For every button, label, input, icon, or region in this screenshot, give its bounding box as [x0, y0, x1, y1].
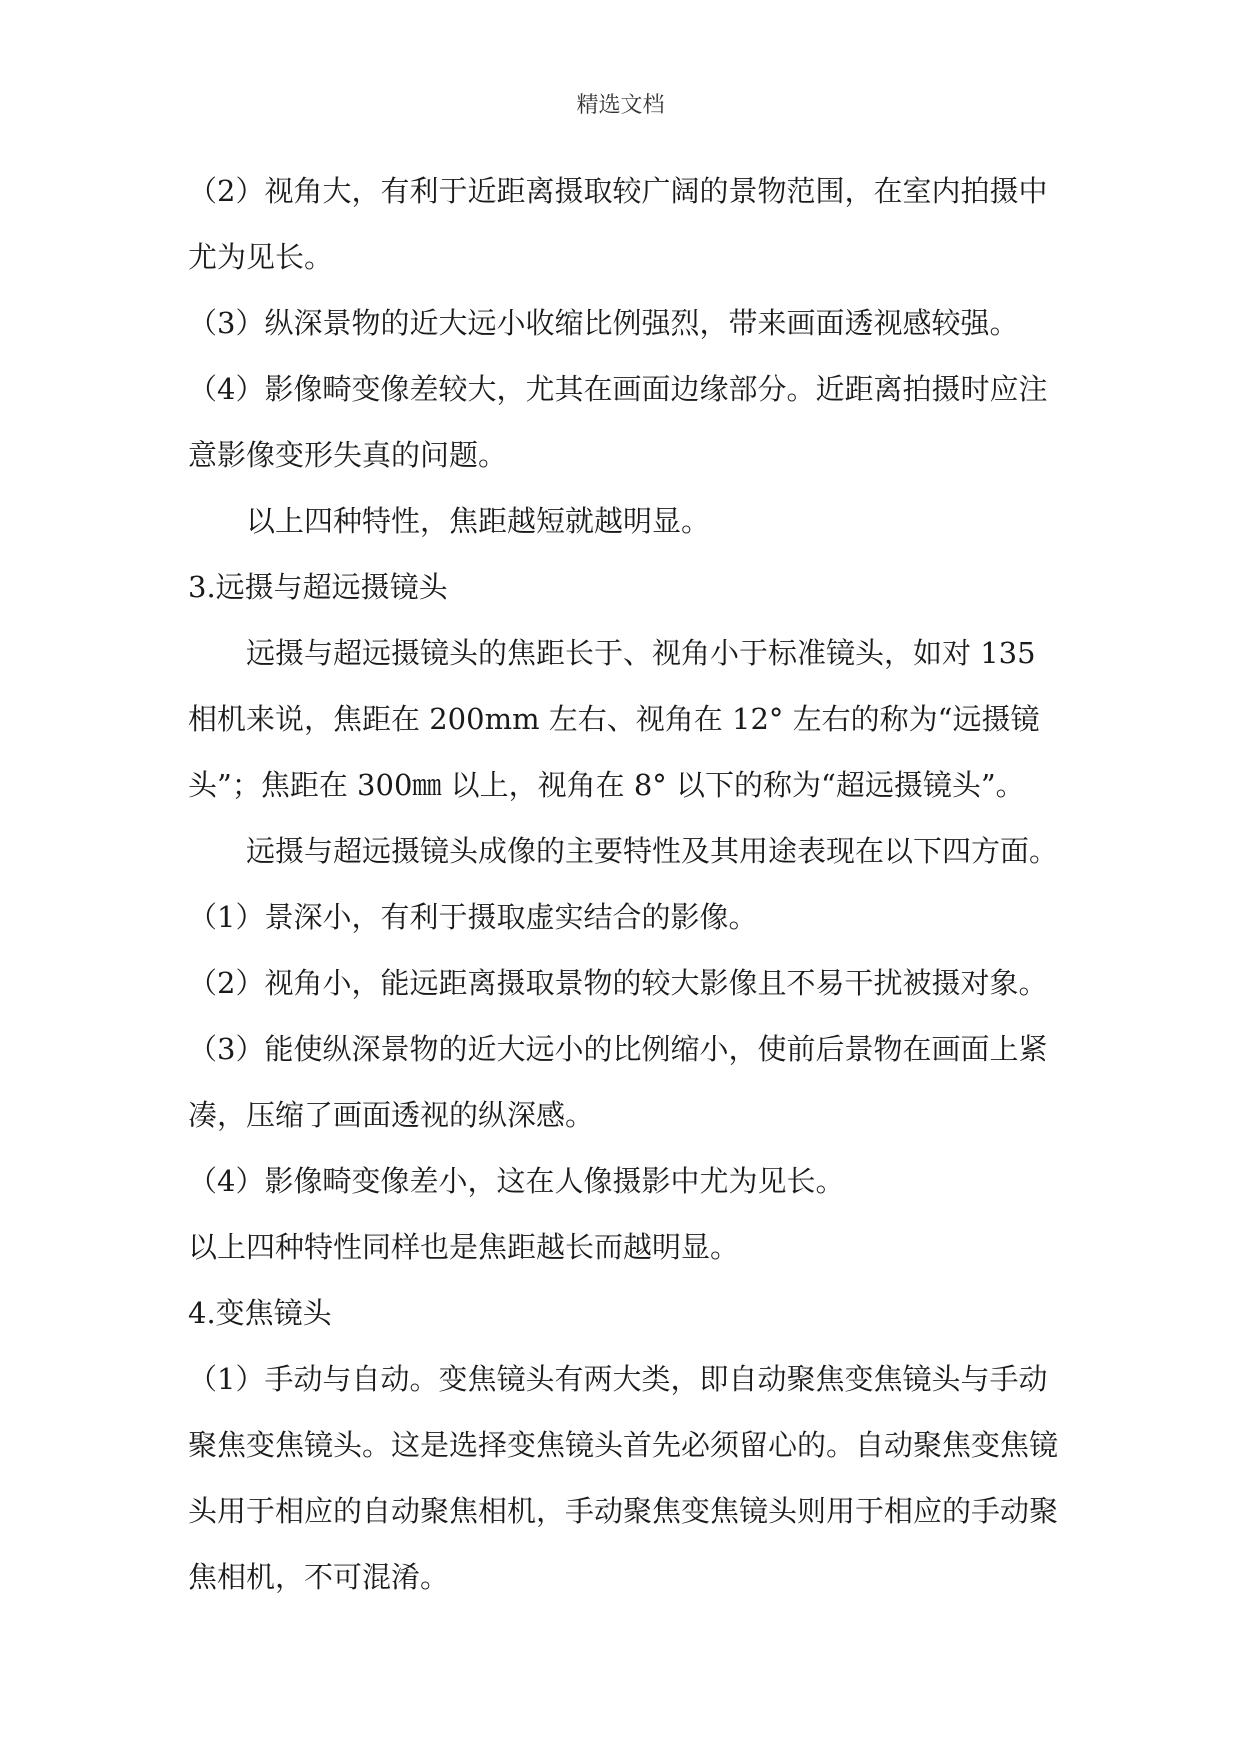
list-item-wide-angle-2: （2）视角大，有利于近距离摄取较广阔的景物范围，在室内拍摄中尤为见长。: [188, 174, 1048, 274]
list-item-wide-angle-4: （4）影像畸变像差较大，尤其在画面边缘部分。近距离拍摄时应注意影像变形失真的问题。: [188, 372, 1048, 472]
document-body: [188, 158, 1058, 1610]
list-item-telephoto-4: （4）影像畸变像差小，这在人像摄影中尤为见长。: [188, 1164, 845, 1198]
telephoto-summary: 以上四种特性同样也是焦距越长而越明显。: [188, 1230, 740, 1264]
wide-angle-summary: 以上四种特性，焦距越短就越明显。: [246, 504, 711, 538]
section-heading-zoom: 4.变焦镜头: [188, 1296, 332, 1330]
section-heading-telephoto: 3.远摄与超远摄镜头: [188, 570, 448, 604]
list-item-zoom-1: （1）手动与自动。变焦镜头有两大类，即自动聚焦变焦镜头与手动聚焦变焦镜头。这是选择变焦镜头首先必须留心的。自动聚焦变焦镜头用于相应的自动聚焦相机，手动聚焦变焦镜头则用于相应的手动聚焦相机，不可混淆。: [188, 1362, 1059, 1594]
telephoto-definition: 远摄与超远摄镜头的焦距长于、视角小于标准镜头，如对 135 相机来说，焦距在 200mm 左右、视角在 12° 左右的称为“远摄镜头”；焦距在 300㎜ 以上，视角在 8° 以下的称为“超远摄镜头”。: [188, 636, 1045, 802]
list-item-telephoto-3: （3）能使纵深景物的近大远小的比例缩小，使前后景物在画面上紧凑，压缩了画面透视的纵深感。: [188, 1032, 1048, 1132]
list-item-telephoto-1: （1）景深小，有利于摄取虚实结合的影像。: [188, 900, 758, 934]
list-item-telephoto-2: （2）视角小，能远距离摄取景物的较大影像且不易干扰被摄对象。: [188, 966, 1048, 1000]
list-item-wide-angle-3: （3）纵深景物的近大远小收缩比例强烈，带来画面透视感较强。: [188, 306, 1019, 340]
page-header: 精选文档: [576, 93, 665, 118]
telephoto-intro: 远摄与超远摄镜头成像的主要特性及其用途表现在以下四方面。: [246, 834, 1059, 868]
